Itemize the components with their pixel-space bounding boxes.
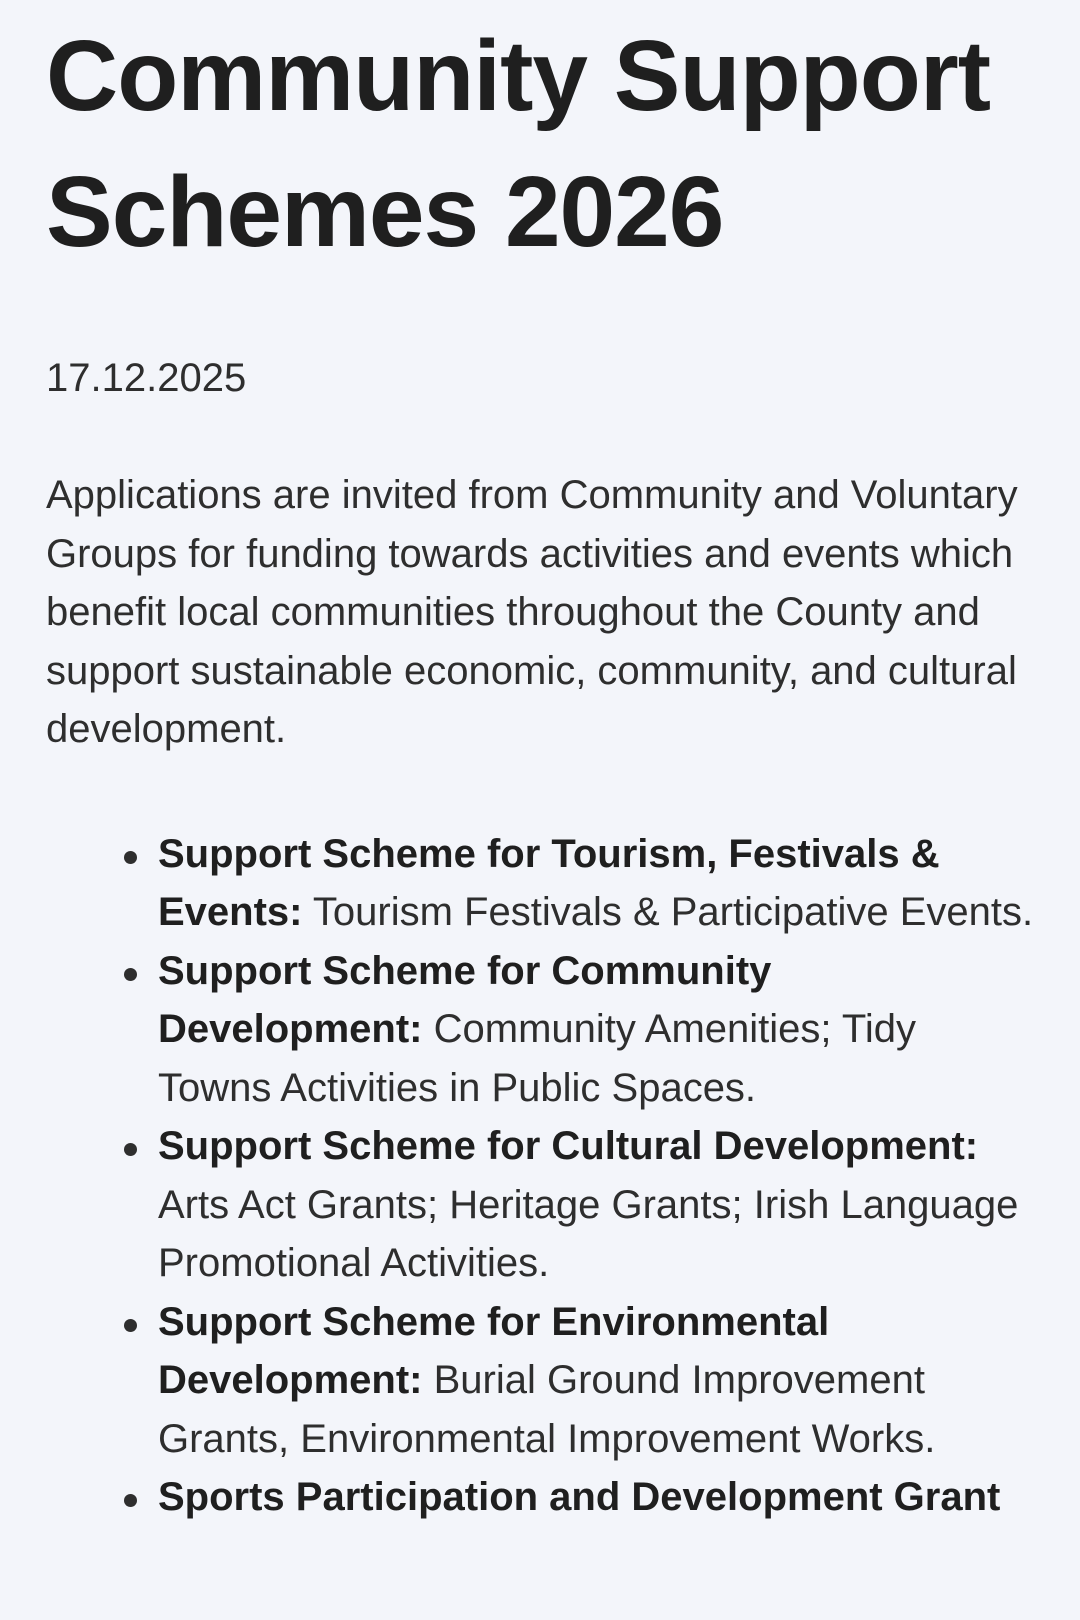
list-item [158, 1468, 1034, 1527]
scheme-name: Sports Participation and Development Grant [158, 1475, 1001, 1519]
list-item [158, 825, 1034, 942]
list-item [158, 1293, 1034, 1469]
list-item [158, 942, 1034, 1118]
scheme-name: Support Scheme for Cultural Development: [158, 1124, 979, 1168]
scheme-name: Support Scheme for Community Development: [158, 948, 772, 1051]
scheme-description: Tourism Festivals & Participative Events. [302, 890, 1034, 934]
scheme-list [46, 825, 1034, 1527]
scheme-name: Support Scheme for Environmental Development: [158, 1299, 830, 1402]
scheme-description: Community Amenities; Tidy Towns Activities in Public Spaces. [158, 1007, 916, 1110]
list-item [158, 1117, 1034, 1293]
publish-date: 17.12.2025 [46, 356, 247, 400]
page-title: Community Support Schemes 2026 [46, 20, 991, 268]
scheme-description: Burial Ground Improvement Grants, Environmental Improvement Works. [158, 1358, 936, 1461]
scheme-name: Support Scheme for Tourism, Festivals & Events: [158, 831, 940, 934]
intro-paragraph: Applications are invited from Community and Voluntary Groups for funding towards activities and events which benefit local communities throughout the County and support sustainable economic, community, and cultural development. [46, 473, 1018, 751]
scheme-description: Arts Act Grants; Heritage Grants; Irish Language Promotional Activities. [158, 1182, 1019, 1285]
